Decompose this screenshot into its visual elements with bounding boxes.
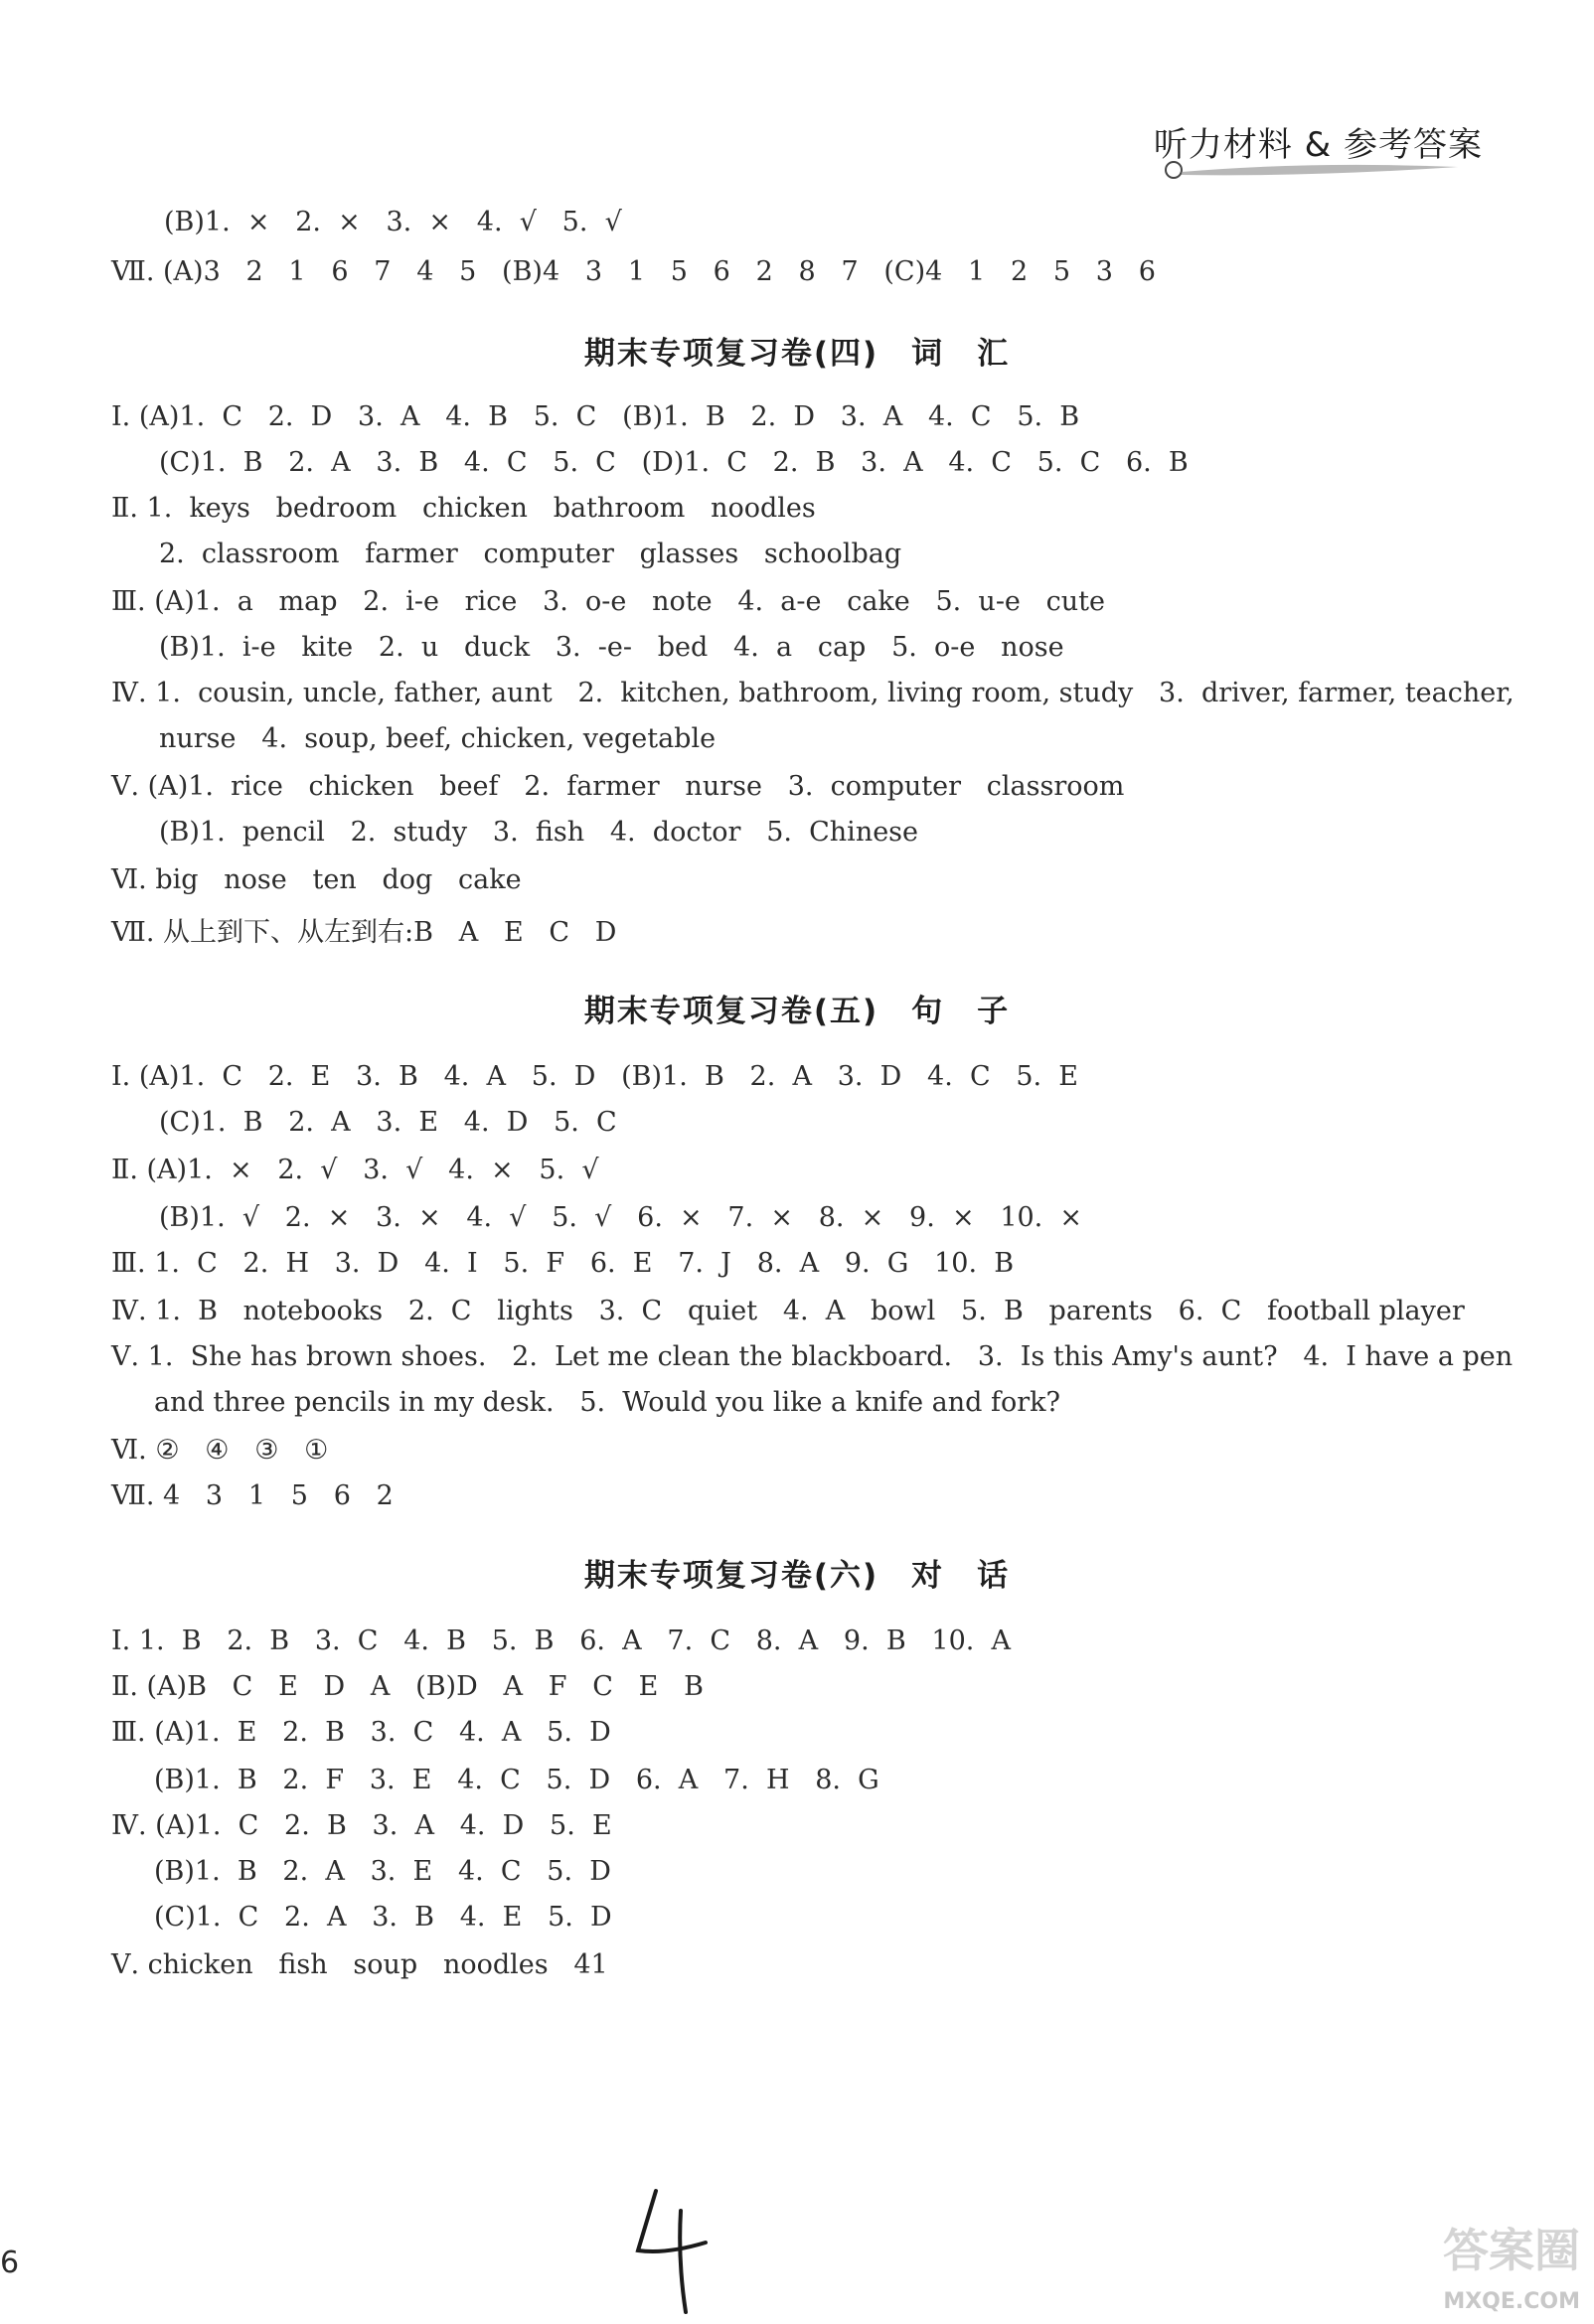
section-title-dialogues: 期末专项复习卷(六) 对 话 — [583, 1558, 1011, 1594]
watermark — [1411, 2215, 1580, 2314]
handwritten-number-mark — [626, 2181, 725, 2320]
answer-line: Ⅶ. 从上到下、从左到右:B A E C D — [111, 917, 617, 948]
answer-line: Ⅲ. (A)1. a map 2. i-e rice 3. o-e note 4. a-e cake 5. u-e cute — [111, 586, 1106, 617]
answer-line: Ⅶ. (A)3 2 1 6 7 4 5 (B)4 3 1 5 6 2 8 7 (C)4 1 2 5 3 6 — [111, 256, 1156, 287]
answer-line: (B)1. B 2. F 3. E 4. C 5. D 6. A 7. H 8. G — [154, 1765, 879, 1795]
answer-line: Ⅰ. 1. B 2. B 3. C 4. B 5. B 6. A 7. C 8. A 9. B 10. A — [111, 1626, 1012, 1656]
answer-line: Ⅲ. (A)1. E 2. B 3. C 4. A 5. D — [111, 1717, 611, 1748]
answer-line: (B)1. i-e kite 2. u duck 3. -e- bed 4. a cap 5. o-e nose — [159, 632, 1064, 663]
answer-line: Ⅱ. (A)B C E D A (B)D A F C E B — [111, 1671, 704, 1702]
answer-line: Ⅶ. 4 3 1 5 6 2 — [111, 1480, 394, 1511]
answer-line: 2. classroom farmer computer glasses schoolbag — [159, 539, 902, 569]
answer-line: Ⅴ. chicken fish soup noodles 41 — [111, 1949, 608, 1980]
answer-line: nurse 4. soup, beef, chicken, vegetable — [159, 723, 717, 754]
answer-line: Ⅰ. (A)1. C 2. D 3. A 4. B 5. C (B)1. B 2. D 3. A 4. C 5. B — [111, 401, 1080, 432]
answer-line: (B)1. pencil 2. study 3. fish 4. doctor 5. Chinese — [159, 817, 919, 848]
answer-line: (C)1. C 2. A 3. B 4. E 5. D — [154, 1902, 612, 1933]
answer-line: Ⅴ. (A)1. rice chicken beef 2. farmer nurse 3. computer classroom — [111, 771, 1125, 802]
answer-line: (B)1. B 2. A 3. E 4. C 5. D — [154, 1856, 611, 1887]
section-title-vocabulary: 期末专项复习卷(四) 词 汇 — [583, 336, 1011, 372]
answer-line: (B)1. × 2. × 3. × 4. √ 5. √ — [164, 207, 622, 237]
answer-line: (C)1. B 2. A 3. E 4. D 5. C — [159, 1107, 617, 1138]
answer-line: Ⅳ. 1. B notebooks 2. C lights 3. C quiet 4. A bowl 5. B parents 6. C football player — [111, 1296, 1465, 1326]
answer-line: Ⅵ. big nose ten dog cake — [111, 864, 522, 895]
watermark-logo: 答案圈 — [1443, 2224, 1580, 2277]
page-header-title: 听力材料 & 参考答案 — [1153, 125, 1483, 165]
answer-line: Ⅱ. (A)1. × 2. √ 3. √ 4. × 5. √ — [111, 1155, 599, 1185]
answer-line: Ⅲ. 1. C 2. H 3. D 4. I 5. F 6. E 7. J 8. A 9. G 10. B — [111, 1248, 1015, 1279]
answer-line: Ⅳ. 1. cousin, uncle, father, aunt 2. kitchen, bathroom, living room, study 3. driver, farmer, teacher, — [111, 678, 1514, 708]
page-number: 6 — [0, 2246, 20, 2280]
answer-line: Ⅳ. (A)1. C 2. B 3. A 4. D 5. E — [111, 1810, 612, 1841]
answer-line: (C)1. B 2. A 3. B 4. C 5. C (D)1. C 2. B 3. A 4. C 5. C 6. B — [159, 447, 1189, 478]
header-swoosh-decoration — [1162, 157, 1460, 187]
answer-line: Ⅴ. 1. She has brown shoes. 2. Let me clean the blackboard. 3. Is this Amy's aunt? 4. I have a pen — [111, 1341, 1514, 1372]
answer-line: and three pencils in my desk. 5. Would you like a knife and fork? — [154, 1387, 1061, 1418]
answer-line: (B)1. √ 2. × 3. × 4. √ 5. √ 6. × 7. × 8. × 9. × 10. × — [159, 1202, 1083, 1233]
watermark-url: MXQE.COM — [1443, 2289, 1580, 2314]
answer-line: Ⅰ. (A)1. C 2. E 3. B 4. A 5. D (B)1. B 2. A 3. D 4. C 5. E — [111, 1061, 1079, 1092]
section-title-sentences: 期末专项复习卷(五) 句 子 — [583, 994, 1011, 1029]
answer-line: Ⅱ. 1. keys bedroom chicken bathroom noodles — [111, 493, 816, 524]
answer-line: Ⅵ. ② ④ ③ ① — [111, 1435, 329, 1466]
